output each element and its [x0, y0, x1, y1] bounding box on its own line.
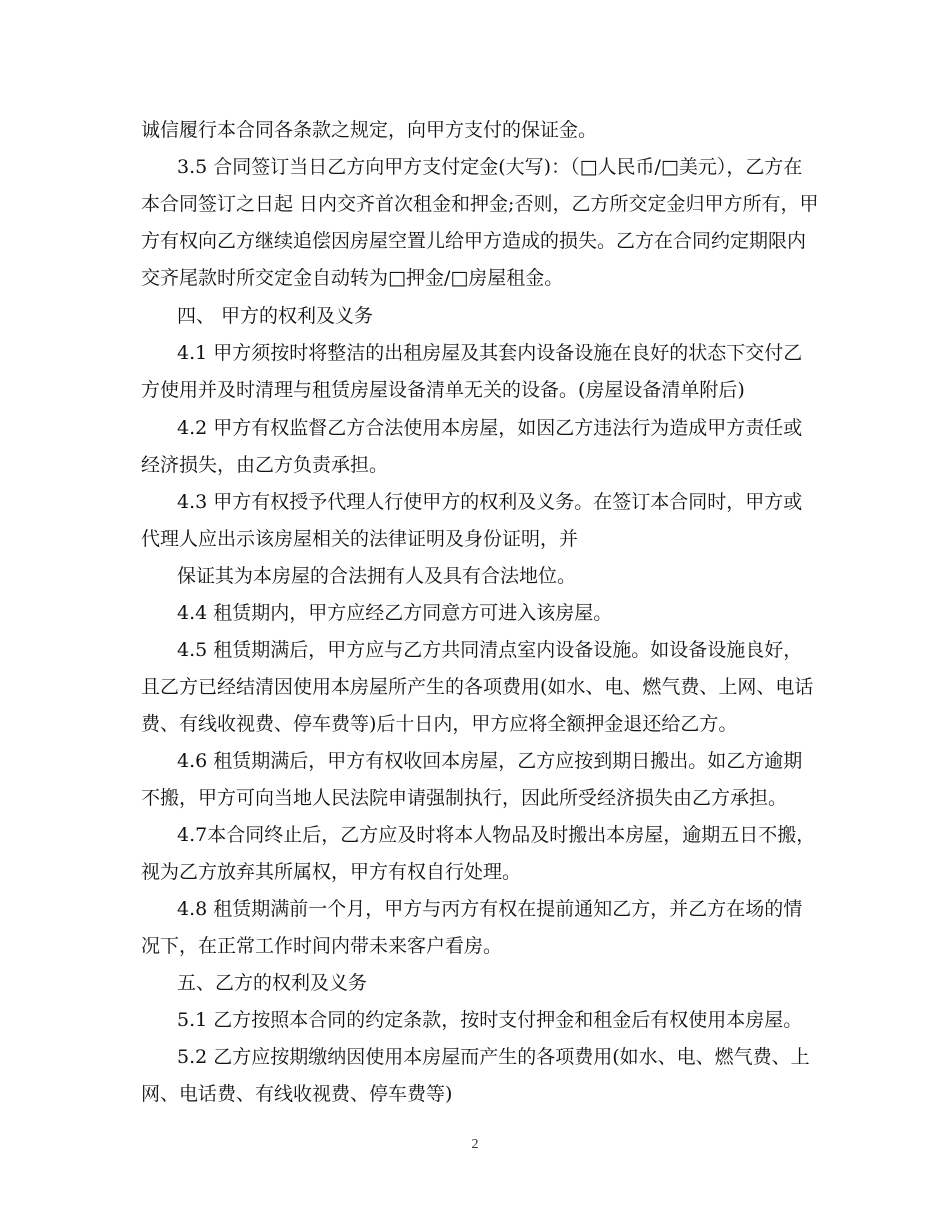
text-line: 诚信履行本合同各条款之规定，向甲方支付的保证金。	[141, 119, 598, 141]
text-line: 本合同签订之日起 日内交齐首次租金和押金;否则，乙方所交定金归甲方所有，甲	[141, 193, 819, 215]
text-line: 4.2 甲方有权监督乙方合法使用本房屋，如因乙方违法行为造成甲方责任或	[177, 417, 803, 439]
text-line: 四、 甲方的权利及义务	[177, 305, 374, 327]
text-line: 况下，在正常工作时间内带未来客户看房。	[141, 935, 503, 957]
text-line: 视为乙方放弃其所属权，甲方有权自行处理。	[141, 861, 522, 883]
text-line: 代理人应出示该房屋相关的法律证明及身份证明，并	[141, 528, 579, 550]
text-line: 且乙方已经结清因使用本房屋所产生的各项费用(如水、电、燃气费、上网、电话	[141, 676, 814, 698]
text-line: 4.3 甲方有权授予代理人行使甲方的权利及义务。在签订本合同时，甲方或	[177, 491, 803, 513]
text-line: 网、电话费、有线收视费、停车费等)	[141, 1083, 453, 1105]
page-number: 2	[471, 1137, 479, 1152]
text-line: 交齐尾款时所交定金自动转为□押金/□房屋租金。	[141, 267, 564, 289]
text-line: 4.1 甲方须按时将整洁的出租房屋及其套内设备设施在良好的状态下交付乙	[177, 342, 803, 364]
text-line: 4.4 租赁期内，甲方应经乙方同意方可进入该房屋。	[177, 602, 613, 624]
text-line: 5.1 乙方按照本合同的约定条款，按时支付押金和租金后有权使用本房屋。	[177, 1009, 803, 1031]
text-line: 五、乙方的权利及义务	[177, 972, 368, 994]
text-line: 4.8 租赁期满前一个月，甲方与丙方有权在提前通知乙方，并乙方在场的情	[177, 898, 803, 920]
text-line: 方有权向乙方继续追偿因房屋空置儿给甲方造成的损失。乙方在合同约定期限内	[141, 230, 807, 252]
text-line: 4.7本合同终止后，乙方应及时将本人物品及时搬出本房屋，逾期五日不搬，	[177, 824, 816, 846]
text-line: 费、有线收视费、停车费等)后十日内，甲方应将全额押金退还给乙方。	[141, 713, 738, 735]
text-line: 不搬，甲方可向当地人民法院申请强制执行，因此所受经济损失由乙方承担。	[141, 787, 788, 809]
text-line: 3.5 合同签订当日乙方向甲方支付定金(大写)：（□人民币/□美元），乙方在	[177, 156, 803, 178]
text-line: 保证其为本房屋的合法拥有人及具有合法地位。	[177, 565, 577, 587]
text-line: 经济损失，由乙方负责承担。	[141, 454, 389, 476]
text-line: 方使用并及时清理与租赁房屋设备清单无关的设备。(房屋设备清单附后)	[141, 379, 745, 401]
text-line: 4.6 租赁期满后，甲方有权收回本房屋，乙方应按到期日搬出。如乙方逾期	[177, 750, 803, 772]
text-line: 4.5 租赁期满后，甲方应与乙方共同清点室内设备设施。如设备设施良好，	[177, 639, 803, 661]
text-line: 5.2 乙方应按期缴纳因使用本房屋而产生的各项费用(如水、电、燃气费、上	[177, 1046, 810, 1068]
